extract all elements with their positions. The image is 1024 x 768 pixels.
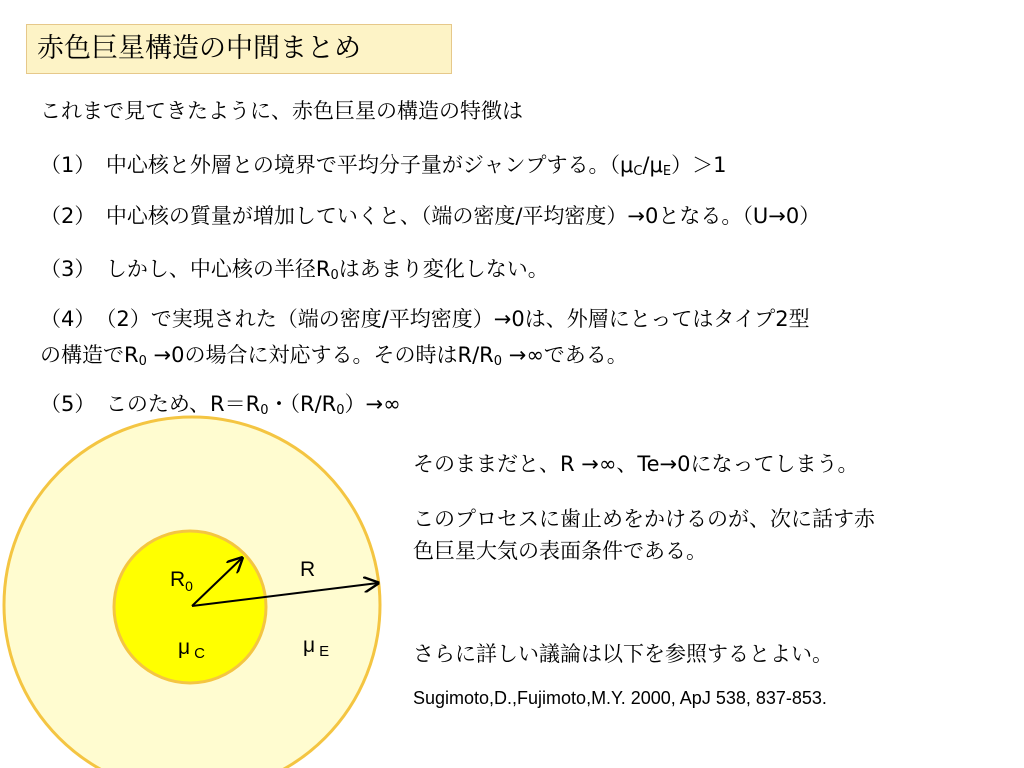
right-paragraph-2-line-2: 色巨星大気の表面条件である。 <box>413 539 707 563</box>
item-5-tail: ）→∞ <box>344 392 401 416</box>
r0-subscript: 0 <box>336 403 345 418</box>
item-1-tail: ）＞1 <box>671 153 727 177</box>
item-4-text-b: →0の場合に対応する。その時はR/R <box>146 343 494 367</box>
reference-citation: Sugimoto,D.,Fujimoto,M.Y. 2000, ApJ 538, 837-853. <box>413 688 827 708</box>
core-circle <box>114 531 266 683</box>
slash: / <box>642 153 650 177</box>
item-4-text-c: →∞である。 <box>502 343 628 367</box>
mu-e-label: μ E <box>303 634 330 660</box>
right-paragraph-1: そのままだと、R →∞、Te→0になってしまう。 <box>413 452 859 476</box>
intro-text: これまで見てきたように、赤色巨星の構造の特徴は <box>40 99 523 123</box>
item-5-mid: ・（R/R <box>268 392 337 416</box>
mu-c-subscript: C <box>633 164 643 179</box>
item-4-line-1: （4） （2）で実現された（端の密度/平均密度）→0は、外層にとってはタイプ2型 <box>40 307 810 331</box>
r0-subscript: 0 <box>493 354 503 369</box>
page-title: 赤色巨星構造の中間まとめ <box>26 24 452 74</box>
r0-subscript: 0 <box>138 354 147 369</box>
r0-label: $R_0$ <box>170 568 193 594</box>
item-1-text: （1） 中心核と外層との境界で平均分子量がジャンプする。（ <box>40 153 620 177</box>
mu-symbol: μ <box>619 153 634 177</box>
mu-e-subscript: E <box>662 164 672 179</box>
r0-subscript: 0 <box>260 403 269 418</box>
right-paragraph-2-line-1: このプロセスに歯止めをかけるのが、次に話す赤 <box>413 507 875 531</box>
item-4-text-a: の構造でR <box>40 343 139 367</box>
mu-c-label: μ C <box>178 636 205 662</box>
mu-symbol: μ <box>649 153 663 177</box>
r0-subscript: 0 <box>330 268 339 283</box>
item-5-text: （5） このため、R＝R <box>40 392 261 416</box>
right-paragraph-3: さらに詳しい議論は以下を参照するとよい。 <box>413 642 833 666</box>
item-3-text: （3） しかし、中心核の半径R <box>40 257 331 281</box>
item-3-tail: はあまり変化しない。 <box>338 257 549 281</box>
item-2: （2） 中心核の質量が増加していくと、（端の密度/平均密度）→0となる。（U→0） <box>40 204 821 228</box>
r-label: R <box>300 558 316 581</box>
